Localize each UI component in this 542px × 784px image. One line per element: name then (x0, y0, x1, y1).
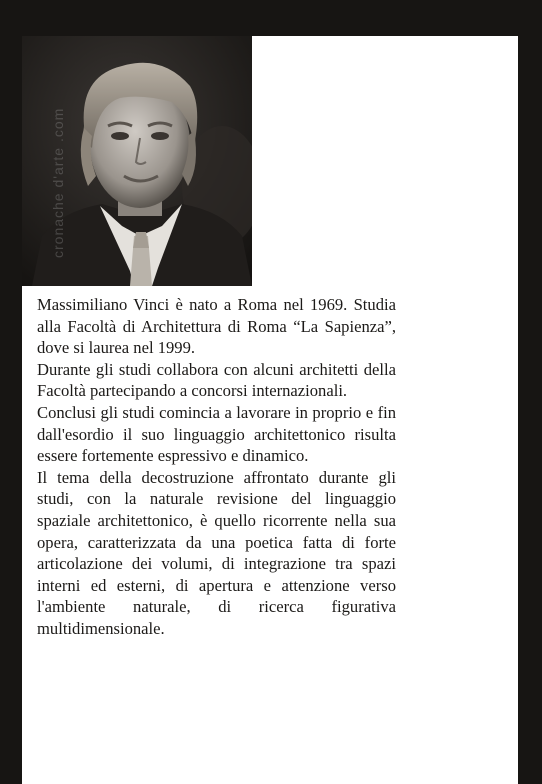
biography-paragraph-3: Conclusi gli studi comincia a lavorare in proprio e fin dall'esordio il suo linguaggio architettonico risulta essere fortemente espressivo e dinamico. (37, 402, 396, 466)
biography-paragraph-2: Durante gli studi collabora con alcuni architetti della Facoltà partecipando a concorsi internazionali. (37, 359, 396, 401)
biography-paragraph-1: Massimiliano Vinci è nato a Roma nel 1969. Studia alla Facoltà di Architettura di Roma “La Sapienza”, dove si laurea nel 1999. (37, 295, 396, 358)
biography-text (37, 294, 396, 640)
biography-paragraph-4: Il tema della decostruzione affrontato durante gli studi, con la naturale revisione del linguaggio spaziale architettonico, è quello ricorrente nella sua opera, caratterizzata da una poetica fatta di forte articolazione dei volumi, di integrazione tra spazi interni ed esterni, di apertura e attenzione verso l'ambiente naturale, di ricerca figurativa multidimensionale. (37, 467, 396, 638)
blank-page-area (252, 36, 518, 286)
watermark: cronache d'arte .com (50, 107, 66, 258)
